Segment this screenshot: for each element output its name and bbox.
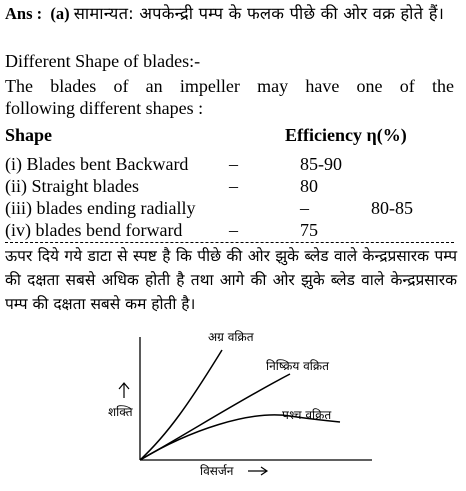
table-row-shape: (ii) Straight blades xyxy=(5,176,139,196)
label-forward-curved: अग्र वक्रित xyxy=(208,330,254,344)
table-row-dash: – xyxy=(229,176,238,196)
conclusion-paragraph: ऊपर दिये गये डाटा से स्पष्ट है कि पीछे की ओर झुके ब्लेड वाले केन्द्रप्रसारक पम्प की दक्षता सबसे अधिक होती है तथा आगे की ओर झुके ब्लेड वाले केन्द्रप्रसारक पम्प की दक्षता सबसे कम होती है। xyxy=(5,247,457,313)
table-header-efficiency: Efficiency η(%) xyxy=(285,125,407,145)
table-row-efficiency: 80-85 xyxy=(371,198,413,218)
section-heading: Different Shape of blades:- xyxy=(5,51,201,71)
table-row-shape: (iv) blades bend forward xyxy=(5,220,183,240)
answer-text: सामान्यत: अपकेन्द्री पम्प के फलक पीछे की ओर वक्र होते हैं। xyxy=(73,4,445,23)
table-row-dash: – xyxy=(300,198,309,218)
curve-forward xyxy=(140,350,222,460)
label-radial-curved: निष्क्रिय वक्रित xyxy=(266,359,329,373)
dashed-divider xyxy=(5,242,454,243)
table-row-shape: (i) Blades bent Backward xyxy=(5,154,189,174)
power-vs-discharge-graph xyxy=(0,322,466,491)
y-axis-label: शक्ति xyxy=(108,405,133,419)
table-row-efficiency: 80 xyxy=(300,176,318,196)
table-header-shape: Shape xyxy=(5,125,53,145)
intro-line-1: The blades of an impeller may have one of the xyxy=(5,76,454,96)
table-row-efficiency: 75 xyxy=(300,220,318,240)
table-row-dash: – xyxy=(229,220,238,240)
table-row-dash: – xyxy=(229,154,238,174)
label-backward-curved: पश्च वक्रित xyxy=(282,408,332,422)
answer-block xyxy=(5,3,457,25)
x-axis-label: विसर्जन xyxy=(200,464,234,478)
table-row-efficiency: 85-90 xyxy=(300,154,342,174)
table-row-shape: (iii) blades ending radially xyxy=(5,198,196,218)
intro-line-2: following different shapes : xyxy=(5,98,204,118)
answer-prefix: Ans : xyxy=(5,4,43,23)
answer-option: (a) xyxy=(50,4,70,23)
